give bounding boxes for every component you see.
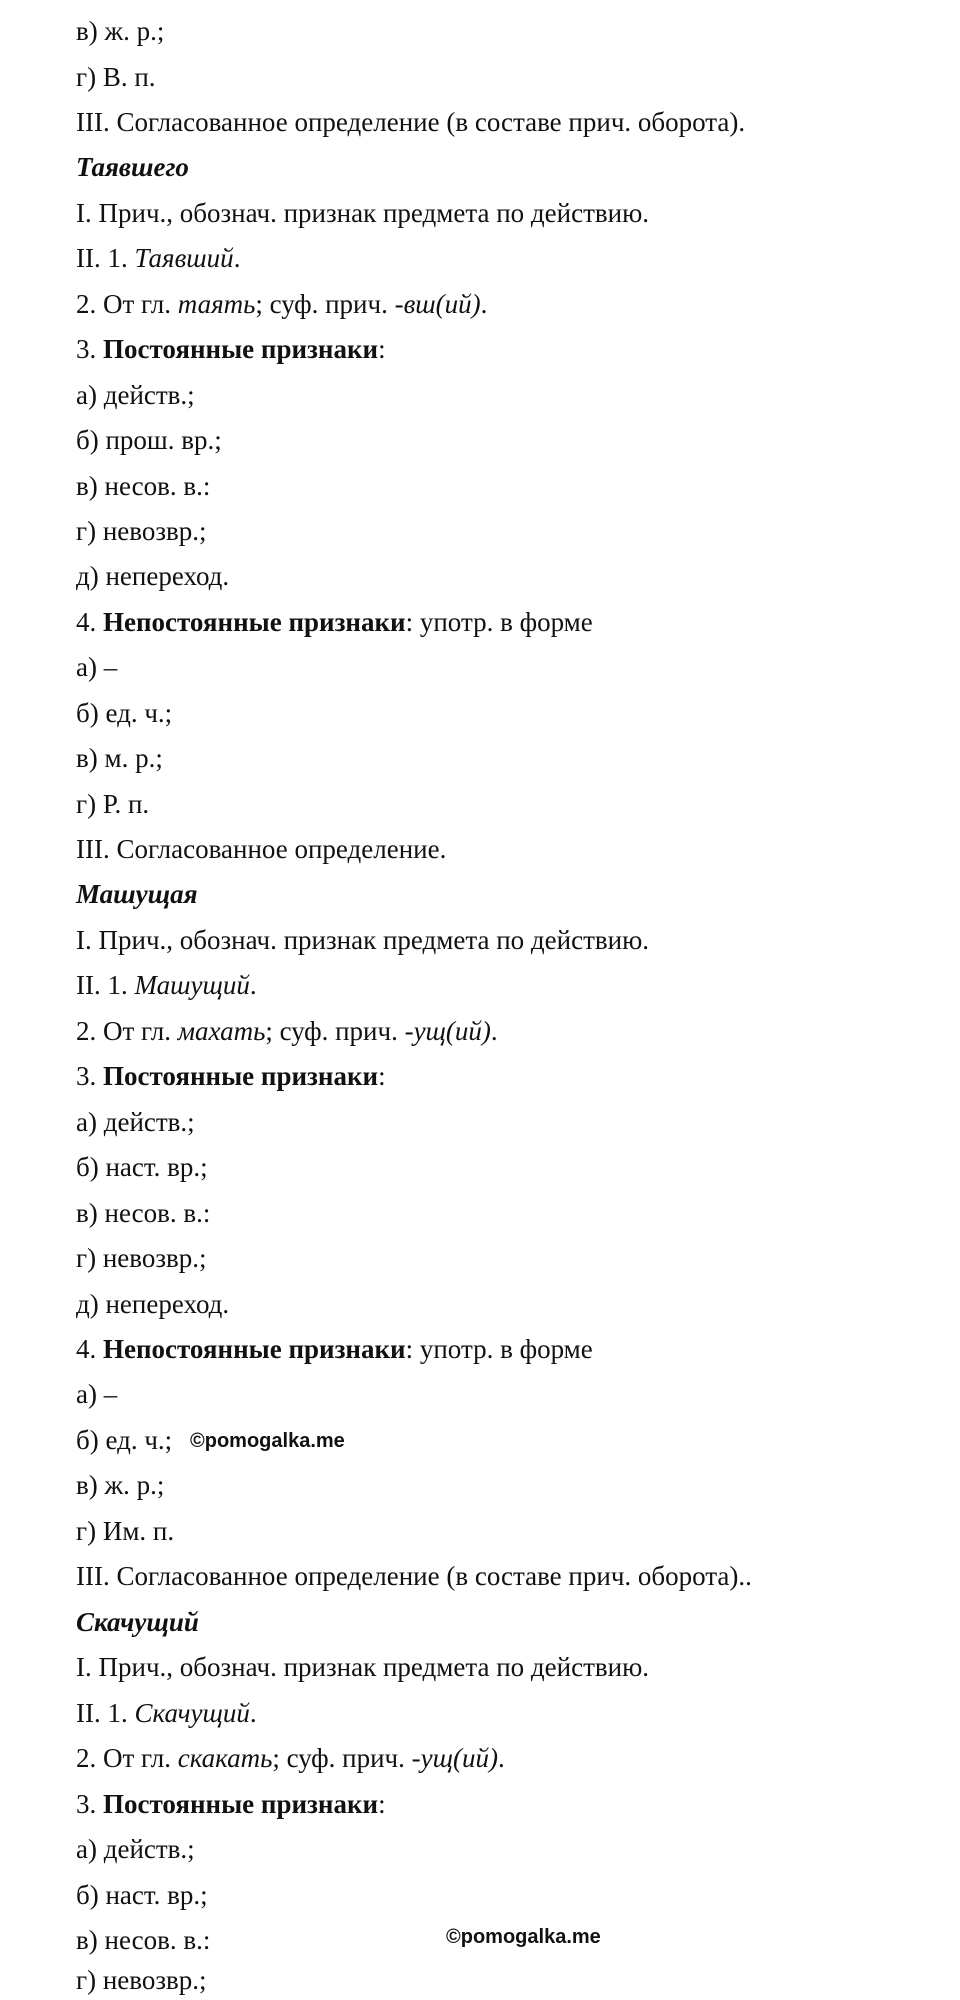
list-item: г) Р. п.	[76, 789, 150, 819]
list-item: б) прош. вр.;	[76, 425, 222, 455]
watermark-text: ©pomogalka.me	[190, 1430, 345, 1452]
summary-line: III. Согласованное определение (в составе прич. оборота)..	[76, 1561, 752, 1591]
list-item: д) непереход.	[76, 561, 230, 591]
list-item: II. 1. Скачущий.	[76, 1698, 257, 1728]
list-item: в) ж. р.;	[76, 16, 165, 46]
list-item: в) несов. в.:	[76, 1198, 211, 1228]
watermark-text: ©pomogalka.me	[446, 1926, 601, 1948]
list-item: б) наст. вр.;	[76, 1152, 208, 1182]
list-item: I. Прич., обознач. признак предмета по действию.	[76, 925, 649, 955]
list-item: 3. Постоянные признаки:	[76, 1789, 386, 1819]
list-item: г) невозвр.;	[76, 1965, 207, 1995]
list-item: в) ж. р.;	[76, 1470, 165, 1500]
list-item: 4. Непостоянные признаки: употр. в форме	[76, 1334, 593, 1364]
list-item: а) –	[76, 1379, 118, 1409]
list-item: 3. Постоянные признаки:	[76, 1061, 386, 1091]
list-item: 2. От гл. таять; суф. прич. -вш(ий).	[76, 289, 488, 319]
list-item: 3. Постоянные признаки:	[76, 334, 386, 364]
list-item: б) наст. вр.;	[76, 1880, 208, 1910]
list-item: б) ед. ч.;	[76, 1425, 173, 1455]
list-item: II. 1. Машущий.	[76, 970, 257, 1000]
list-item: а) действ.;	[76, 1834, 195, 1864]
list-item: в) несов. в.:	[76, 1925, 211, 1955]
list-item: 4. Непостоянные признаки: употр. в форме	[76, 607, 593, 637]
list-item: а) действ.;	[76, 380, 195, 410]
list-item: д) непереход.	[76, 1289, 230, 1319]
section-title: Машущая	[76, 879, 198, 909]
list-item: г) В. п.	[76, 62, 156, 92]
section-title: Таявшего	[76, 152, 189, 182]
list-item: в) несов. в.:	[76, 471, 211, 501]
list-item: г) невозвр.;	[76, 516, 207, 546]
list-item: г) невозвр.;	[76, 1243, 207, 1273]
list-item: г) Им. п.	[76, 1516, 175, 1546]
list-item: б) ед. ч.;	[76, 698, 173, 728]
list-item: в) м. р.;	[76, 743, 163, 773]
section-title: Скачущий	[76, 1607, 199, 1637]
list-item: 2. От гл. махать; суф. прич. -ущ(ий).	[76, 1016, 498, 1046]
list-item: I. Прич., обознач. признак предмета по действию.	[76, 198, 649, 228]
summary-line: III. Согласованное определение.	[76, 834, 447, 864]
list-item: II. 1. Таявший.	[76, 243, 241, 273]
list-item: I. Прич., обознач. признак предмета по действию.	[76, 1652, 649, 1682]
summary-line: III. Согласованное определение (в составе прич. оборота).	[76, 107, 746, 137]
list-item: а) –	[76, 652, 118, 682]
list-item: а) действ.;	[76, 1107, 195, 1137]
list-item: 2. От гл. скакать; суф. прич. -ущ(ий).	[76, 1743, 505, 1773]
